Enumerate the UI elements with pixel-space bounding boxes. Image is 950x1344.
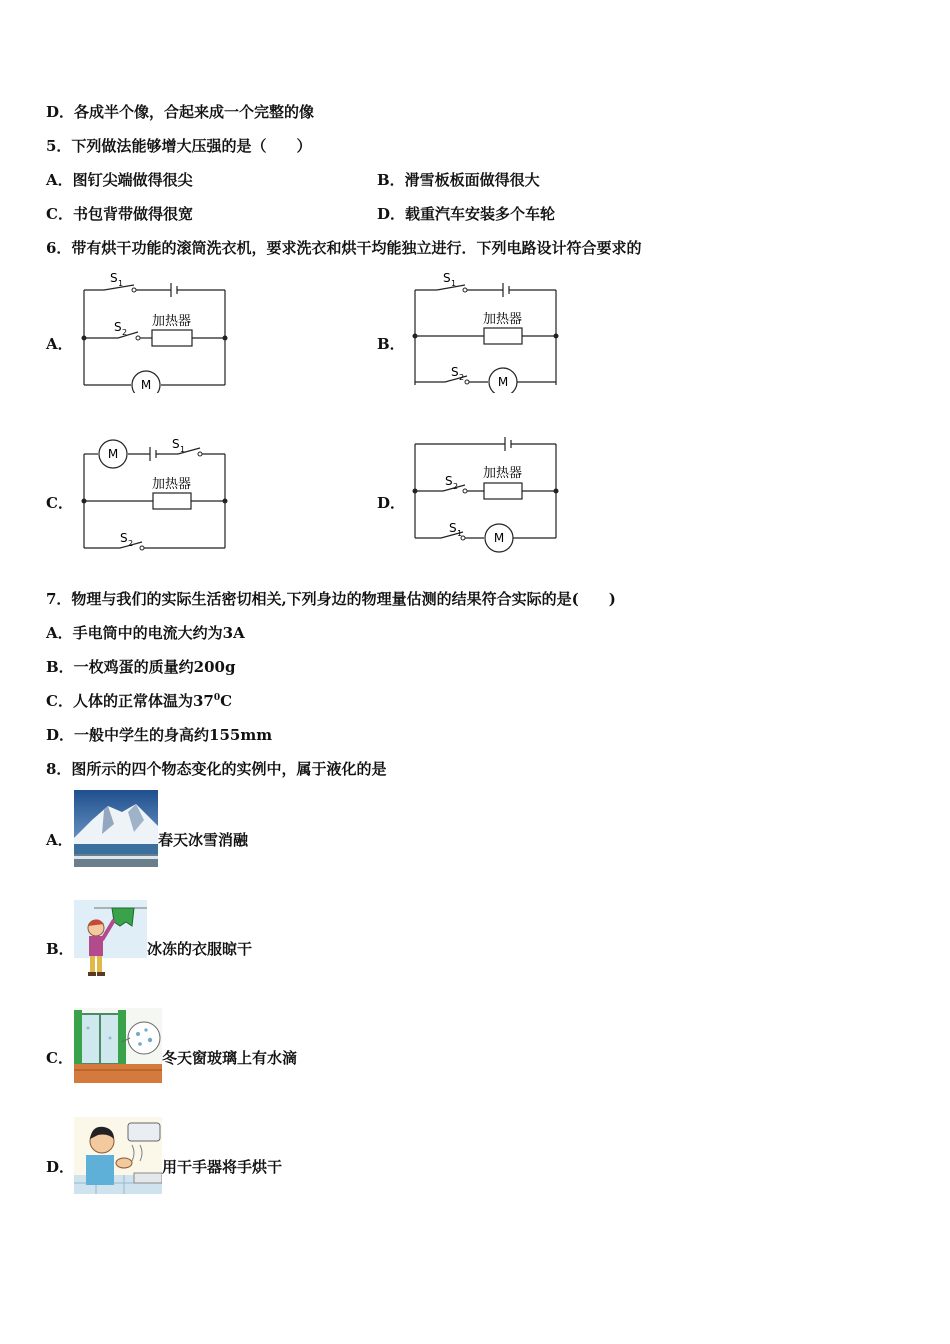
s2-subscript: 2 <box>122 328 128 337</box>
q6-label-d: D． <box>377 494 406 512</box>
q7-option-a: A．手电筒中的电流大约为3A <box>46 624 245 642</box>
q6-label-c: C． <box>46 494 73 512</box>
q7-option-c-superscript: 0 <box>213 693 221 703</box>
s2-subscript: 2 <box>453 482 459 491</box>
q8-caption-c: 冬天窗玻璃上有水滴 <box>162 1049 298 1067</box>
q5-stem: 5．下列做法能够增大压强的是（ ） <box>46 137 312 155</box>
s2-label: S <box>120 531 128 545</box>
heater-label: 加热器 <box>152 477 192 492</box>
heater-label: 加热器 <box>483 466 523 481</box>
s1-label: S <box>172 437 180 451</box>
q8-label-c: C． <box>46 1049 73 1067</box>
s1-label: S <box>449 521 457 535</box>
q7-option-c-text: C．人体的正常体温为37 <box>46 692 214 710</box>
q7-option-d: D．一般中学生的身高约155mm <box>46 726 273 744</box>
child-drying-clothes-image <box>74 900 147 980</box>
q6-stem: 6．带有烘干功能的滚筒洗衣机，要求洗衣和烘干均能独立进行．下列电路设计符合要求的 <box>46 239 642 257</box>
motor-label: M <box>493 531 505 545</box>
s1-label: S <box>443 271 451 285</box>
circuit-diagram-c <box>74 432 234 556</box>
circuit-diagram-b <box>405 268 565 393</box>
heater-label: 加热器 <box>483 312 523 327</box>
motor-label: M <box>107 447 119 461</box>
circuit-diagram-d <box>405 432 565 556</box>
motor-label: M <box>140 378 152 392</box>
q5-option-a: A．图钉尖端做得很尖 <box>46 171 193 189</box>
q8-caption-d: 用干手器将手烘干 <box>162 1158 283 1176</box>
s2-subscript: 2 <box>128 539 134 548</box>
s1-subscript: 1 <box>451 279 457 288</box>
window-water-drops-image <box>74 1008 162 1083</box>
snow-mountain-image <box>74 790 158 867</box>
q7-option-c <box>46 691 232 711</box>
q8-label-a: A． <box>46 831 73 849</box>
s2-label: S <box>451 365 459 379</box>
motor-label: M <box>497 375 509 389</box>
s1-subscript: 1 <box>180 445 186 454</box>
q6-label-a: A． <box>46 335 73 353</box>
heater-label: 加热器 <box>152 314 192 329</box>
q5-option-d: D．载重汽车安装多个车轮 <box>377 205 556 223</box>
s2-label: S <box>445 474 453 488</box>
s1-subscript: 1 <box>118 279 124 288</box>
q7-option-b: B．一枚鸡蛋的质量约200g <box>46 658 236 676</box>
q8-caption-a: 春天冰雪消融 <box>158 831 249 849</box>
q5-option-c: C．书包背带做得很宽 <box>46 205 193 223</box>
s2-label: S <box>114 320 122 334</box>
s2-subscript: 2 <box>459 373 465 382</box>
q8-caption-b: 冰冻的衣服晾干 <box>147 940 253 958</box>
q8-label-d: D． <box>46 1158 75 1176</box>
s1-label: S <box>110 271 118 285</box>
s1-subscript: 1 <box>457 529 463 538</box>
q7-stem: 7．物理与我们的实际生活密切相关,下列身边的物理量估测的结果符合实际的是( ) <box>46 590 616 608</box>
q6-label-b: B． <box>377 335 405 353</box>
q8-stem: 8．图所示的四个物态变化的实例中，属于液化的是 <box>46 760 387 778</box>
q7-option-c-unit: C <box>220 692 233 710</box>
circuit-diagram-a <box>74 268 234 393</box>
q4-option-d: D．各成半个像，合起来成一个完整的像 <box>46 103 315 121</box>
q5-option-b: B．滑雪板板面做得很大 <box>377 171 540 189</box>
q8-label-b: B． <box>46 940 74 958</box>
hand-dryer-image <box>74 1117 162 1194</box>
